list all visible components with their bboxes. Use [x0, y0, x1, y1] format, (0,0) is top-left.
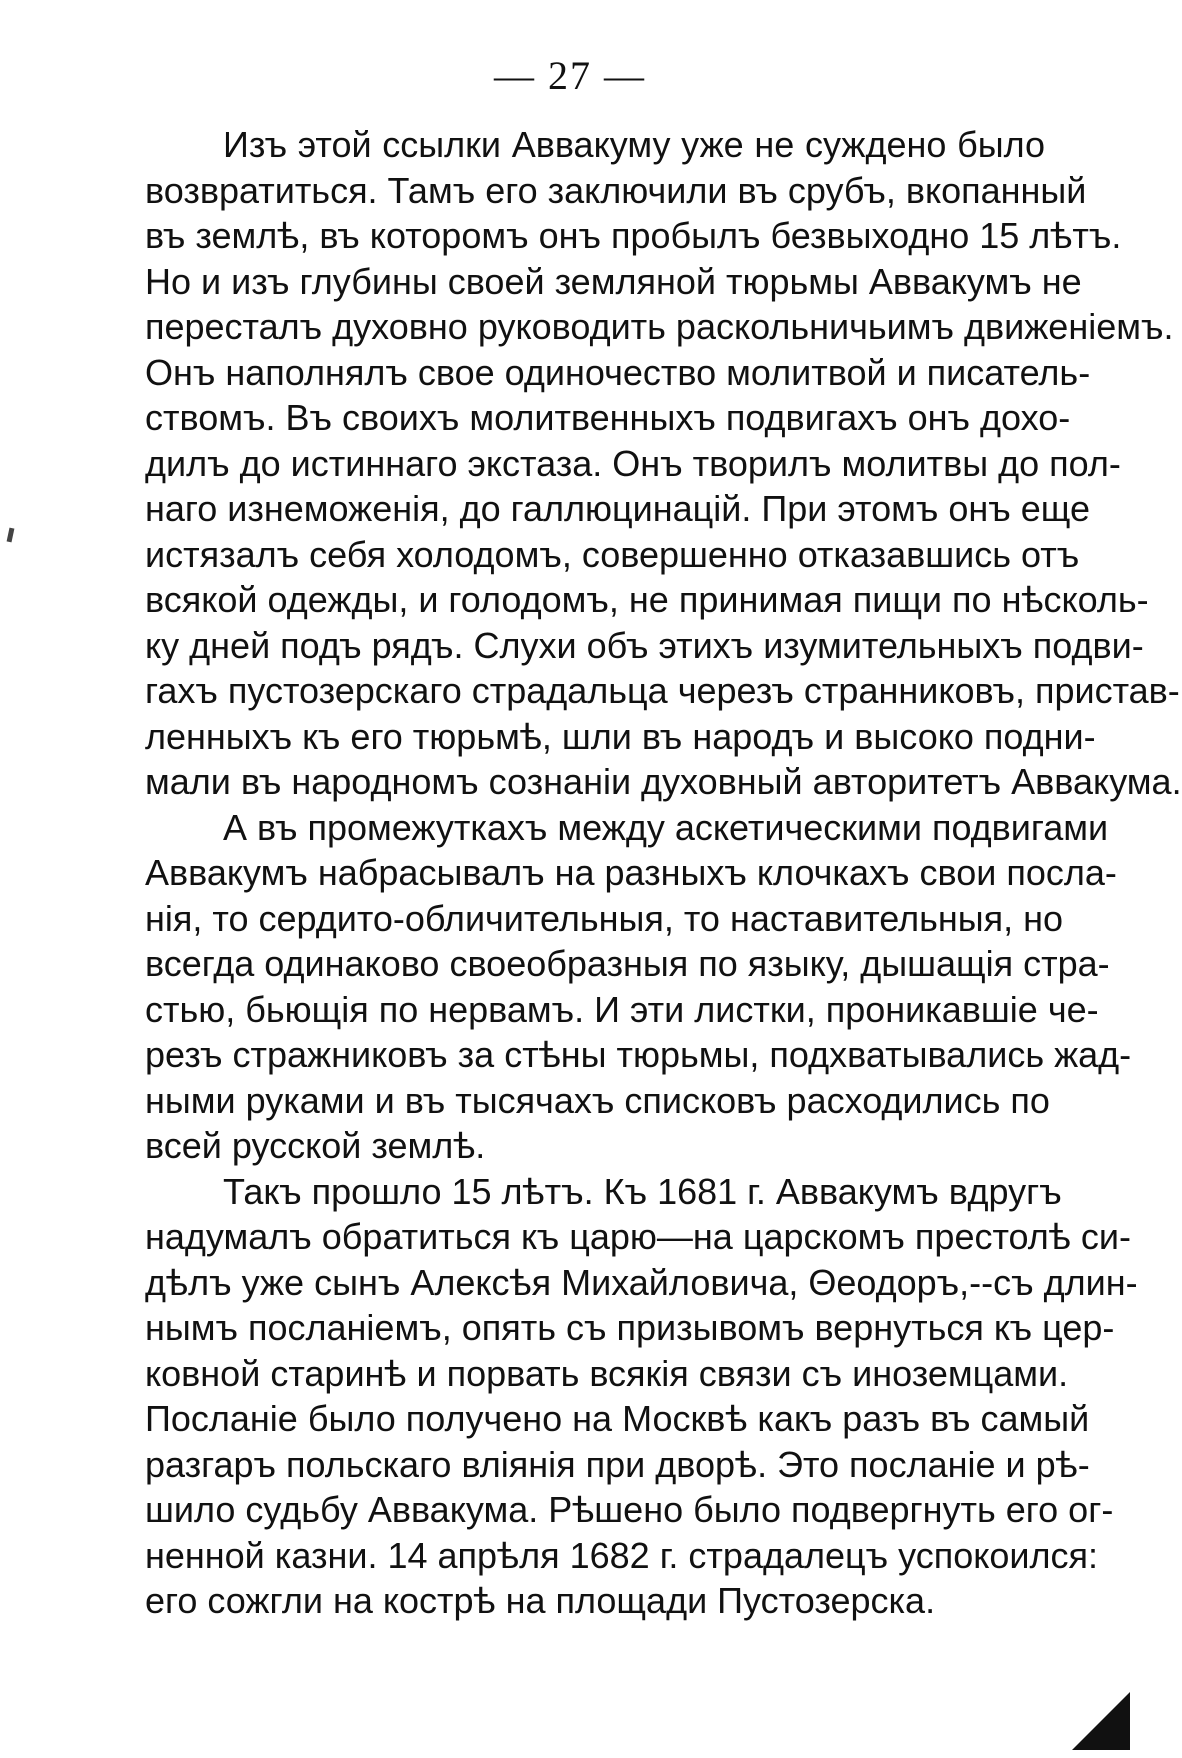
text-line: надумалъ обратиться къ царю—на царскомъ престолѣ си-	[145, 1216, 1131, 1257]
page-corner-marker	[1072, 1692, 1130, 1750]
text-line: его сожгли на кострѣ на площади Пустозерска.	[145, 1580, 936, 1621]
text-line: ными руками и въ тысячахъ списковъ расходились по	[145, 1079, 1050, 1121]
text-line: Онъ наполнялъ свое одиночество молитвой и писатель-	[145, 351, 1091, 393]
text-line: нымъ посланіемъ, опять съ призывомъ вернуться къ цер-	[145, 1307, 1115, 1348]
text-line: ку дней подъ рядъ. Слухи объ этихъ изумительныхъ подви-	[145, 624, 1144, 666]
body-text	[145, 122, 1182, 1624]
text-line: всей русской землѣ.	[145, 1125, 486, 1166]
text-line: стью, бьющія по нервамъ. И эти листки, проникавшіе че-	[145, 988, 1099, 1030]
text-line: возвратиться. Тамъ его заключили въ срубъ, вкопанный	[145, 169, 1087, 211]
text-line: разгаръ польскаго вліянія при дворѣ. Это посланіе и рѣ-	[145, 1443, 1090, 1485]
text-line: пересталъ духовно руководить раскольничьимъ движеніемъ.	[145, 306, 1174, 347]
text-line: гахъ пустозерскаго страдальца черезъ странниковъ, пристав-	[145, 670, 1180, 711]
paragraph-3	[145, 1169, 1138, 1624]
text-line: Посланіе было получено на Москвѣ какъ разъ въ самый	[145, 1398, 1090, 1439]
text-line: шило судьбу Аввакума. Рѣшено было подвергнуть его ог-	[145, 1489, 1114, 1530]
text-line: Такъ прошло 15 лѣтъ. Къ 1681 г. Аввакумъ вдругъ	[223, 1170, 1062, 1212]
text-line: резъ стражниковъ за стѣны тюрьмы, подхватывались жад-	[145, 1034, 1132, 1075]
text-line: ствомъ. Въ своихъ молитвенныхъ подвигахъ онъ дохо-	[145, 397, 1071, 438]
text-line: мали въ народномъ сознаніи духовный авторитетъ Аввакума.	[145, 761, 1182, 802]
text-line: всякой одежды, и голодомъ, не принимая пищи по нѣсколь-	[145, 579, 1149, 620]
text-line: въ землѣ, въ которомъ онъ пробылъ безвыходно 15 лѣтъ.	[145, 215, 1122, 256]
text-line: ковной старинѣ и порвать всякія связи съ иноземцами.	[145, 1352, 1069, 1394]
text-line: наго изнеможенія, до галлюцинацій. При этомъ онъ еще	[145, 488, 1090, 529]
text-line: Изъ этой ссылки Аввакуму уже не суждено было	[223, 124, 1045, 165]
paragraph-2	[145, 805, 1132, 1169]
text-line: всегда одинаково своеобразныя по языку, дышащія стра-	[145, 943, 1110, 984]
page-number: — 27 —	[494, 53, 646, 98]
text-line: дѣлъ уже сынъ Алексѣя Михайловича, Θеодоръ,--съ длин-	[145, 1261, 1138, 1303]
margin-mark	[7, 528, 15, 543]
paragraph-1	[145, 122, 1182, 805]
text-line: Аввакумъ набрасывалъ на разныхъ клочкахъ свои посла-	[145, 852, 1117, 893]
text-line: истязалъ себя холодомъ, совершенно отказавшись отъ	[145, 533, 1080, 575]
text-line: ленныхъ къ его тюрьмѣ, шли въ народъ и высоко подни-	[145, 715, 1096, 757]
text-line: нія, то сердито-обличительныя, то наставительныя, но	[145, 897, 1064, 939]
text-line: ненной казни. 14 апрѣля 1682 г. страдалецъ успокоился:	[145, 1534, 1099, 1576]
text-line: А въ промежуткахъ между аскетическими подвигами	[223, 806, 1109, 848]
text-line: дилъ до истиннаго экстаза. Онъ творилъ молитвы до пол-	[145, 442, 1121, 484]
text-line: Но и изъ глубины своей земляной тюрьмы Аввакумъ не	[145, 260, 1082, 302]
